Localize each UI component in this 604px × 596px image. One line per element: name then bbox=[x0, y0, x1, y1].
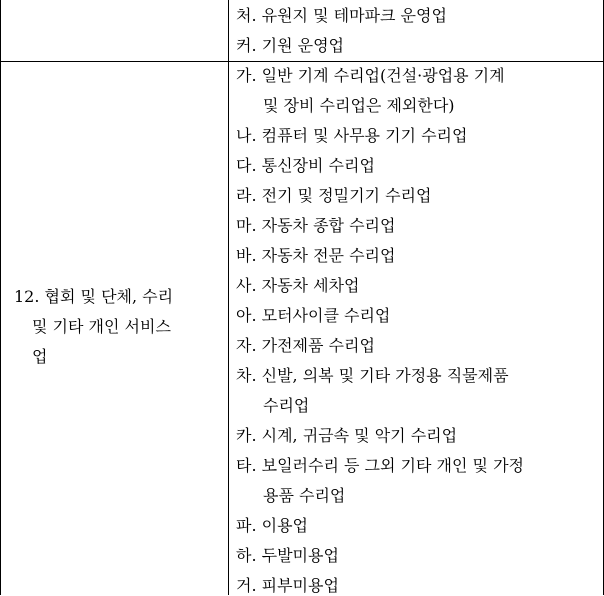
list-item: 다. 통신장비 수리업 bbox=[236, 156, 375, 175]
list-item: 자. 가전제품 수리업 bbox=[236, 336, 375, 355]
category-label: 업 bbox=[32, 347, 48, 366]
table-border-left bbox=[0, 0, 1, 595]
list-item: 라. 전기 및 정밀기기 수리업 bbox=[236, 186, 432, 205]
list-item: 용품 수리업 bbox=[263, 486, 346, 505]
list-item: 나. 컴퓨터 및 사무용 기기 수리업 bbox=[236, 126, 468, 145]
list-item: 마. 자동차 종합 수리업 bbox=[236, 216, 396, 235]
list-item: 바. 자동차 전문 수리업 bbox=[236, 246, 396, 265]
list-item: 차. 신발, 의복 및 기타 가정용 직물제품 bbox=[236, 366, 509, 385]
list-item: 사. 자동차 세차업 bbox=[236, 276, 360, 295]
list-item: 수리업 bbox=[263, 396, 310, 415]
list-item: 거. 피부미용업 bbox=[236, 576, 339, 595]
list-item: 하. 두발미용업 bbox=[236, 546, 339, 565]
category-label: 및 기타 개인 서비스 bbox=[32, 317, 171, 336]
list-item: 카. 시계, 귀금속 및 악기 수리업 bbox=[236, 426, 458, 445]
list-item: 아. 모터사이클 수리업 bbox=[236, 306, 391, 325]
category-label: 12. 협회 및 단체, 수리 bbox=[14, 287, 174, 306]
list-item: 타. 보일러수리 등 그외 기타 개인 및 가정 bbox=[236, 456, 524, 475]
list-item: 커. 기원 운영업 bbox=[236, 36, 344, 55]
list-item: 처. 유원지 및 테마파크 운영업 bbox=[236, 6, 447, 25]
list-item: 가. 일반 기계 수리업(건설·광업용 기계 bbox=[236, 66, 505, 85]
table-row-divider bbox=[0, 61, 604, 62]
table-column-divider bbox=[228, 0, 229, 595]
list-item: 및 장비 수리업은 제외한다) bbox=[263, 96, 455, 115]
category-cell bbox=[14, 282, 214, 372]
list-item: 파. 이용업 bbox=[236, 516, 308, 535]
